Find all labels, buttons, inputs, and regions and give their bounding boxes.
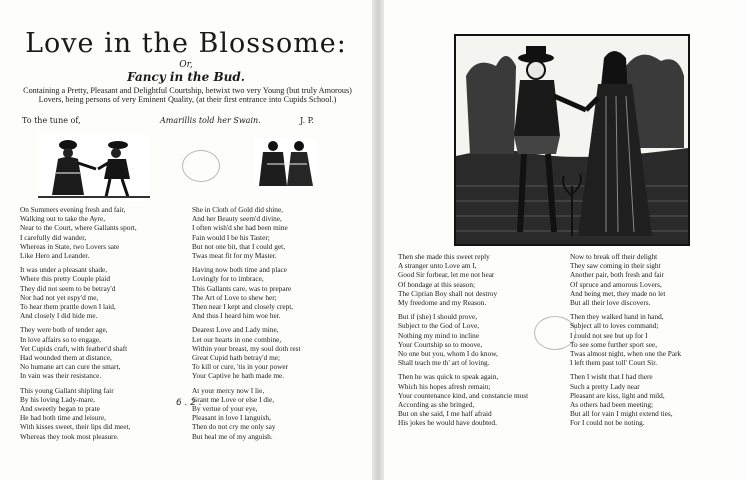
verse-line: The Art of Love to shew her;: [192, 292, 277, 302]
woodcut-courting-couple: [454, 34, 690, 246]
verse-line: As others had been meeting;: [570, 400, 654, 410]
verse-line: But on she said, I me half afraid: [398, 409, 492, 419]
verse-line: Yet Cupids craft, with feather'd shaft: [20, 343, 128, 353]
verse-line: The Ciprian Boy shall not destroy: [398, 288, 498, 298]
verse-line: But heal me of my anguish.: [192, 431, 273, 441]
ballad-subtitle: Fancy in the Bud.: [127, 70, 245, 84]
verse-line: Within your breast, my soul doth rest: [192, 343, 301, 353]
verse-line: This Gallants care, was to prepare: [192, 283, 292, 293]
stanza: [192, 386, 362, 441]
verse-line: For I could not be noting.: [570, 418, 645, 428]
verse-line: Then she made this sweet reply: [398, 252, 490, 261]
verse-line: Nothing my mind to incline: [398, 330, 480, 340]
handwritten-note: 6 . 2 .: [176, 398, 202, 408]
title-or: Or,: [179, 60, 193, 70]
verse-line: I carefully did wander,: [20, 232, 87, 242]
verse-line: My freedome and my Reason.: [398, 298, 487, 308]
verse-column-2: [192, 205, 362, 446]
verse-line: To kill or cure, 'tis in your power: [192, 362, 289, 372]
right-page: [384, 0, 746, 480]
verse-line: And sweetly began to prate: [20, 404, 100, 414]
verse-line: Grant me Love or else I die,: [192, 394, 275, 404]
book-gutter: [372, 0, 384, 480]
verse-line: By his loving Lady-mare,: [20, 394, 95, 404]
verse-line: He had both time and leisure,: [20, 413, 106, 423]
verse-line: Shall teach me th' art of loving.: [398, 358, 490, 368]
verse-line: Of bondage at this season;: [398, 279, 476, 289]
verse-line: Nor had not yet espy'd me,: [20, 292, 99, 302]
verse-line: Subject all to loves command;: [570, 321, 659, 331]
verse-line: And being met, they made no let: [570, 288, 666, 298]
stanza: [20, 205, 188, 260]
stanza: [20, 265, 188, 320]
verse-line: Which his hopes afresh remain;: [398, 381, 491, 391]
verse-line: With kisses sweet, their lips did meet,: [20, 422, 131, 432]
verse-line: Subject to the God of Love,: [398, 321, 480, 331]
verse-line: By vertue of your eye,: [192, 404, 258, 414]
verse-line: Dearest Love and Lady mine,: [192, 325, 279, 335]
verse-line: No one but you, whom I do know,: [398, 349, 498, 359]
verse-line: In vain was their resistance.: [20, 371, 102, 381]
verse-line: And thus I heard him woe her.: [192, 311, 281, 321]
verse-line: To hear them prattle down I laid,: [20, 302, 116, 312]
verse-line: Then he was quick to speak again,: [398, 372, 499, 382]
stanza: [570, 312, 742, 367]
verse-line: Another pair, both fresh and fair: [570, 270, 665, 280]
stanza: [570, 372, 742, 427]
woodcut-couple: [38, 133, 150, 201]
verse-line: Then I wisht that I had there: [570, 372, 653, 382]
verse-line: Twas meat fit for my Master.: [192, 251, 277, 261]
verse-line: In love affairs so to engage,: [20, 334, 101, 344]
verse-line: Having now both time and place: [192, 265, 288, 275]
verse-line: Your Courtship so to moove,: [398, 339, 483, 349]
stanza: [20, 325, 188, 380]
left-page: [0, 0, 372, 480]
verse-line: Such a pretty Lady near: [570, 381, 640, 391]
verse-line: It was under a pleasant shade,: [20, 265, 108, 275]
verse-line: Let our hearts in one combine,: [192, 334, 282, 344]
verse-line: I left them past toll' Court Sir.: [570, 358, 658, 368]
verse-line: But all for vain I might extend ties,: [570, 409, 673, 419]
verse-line: I often wish'd she had been mine: [192, 223, 288, 233]
verse-line: Your Captive he hath made me.: [192, 371, 285, 381]
verse-line: Now to break off their delight: [570, 252, 658, 261]
verse-line: Of spruce and amorous Lovers,: [570, 279, 662, 289]
verse-line: And her Beauty seem'd divine,: [192, 214, 282, 224]
verse-line: They did not seem to be betray'd: [20, 283, 116, 293]
verse-line: Where this pretty Couple plaid: [20, 274, 110, 284]
verse-line: A stranger unto Love am I,: [398, 261, 477, 271]
tune-prefix: To the tune of,: [22, 116, 81, 125]
verse-line: At your mercy now I lie,: [192, 385, 265, 395]
verse-line: But if (she) I should prove,: [398, 312, 478, 322]
verse-line: Pleasant in love I languish,: [192, 413, 271, 423]
verse-line: His jokes he would have doubted.: [398, 418, 497, 428]
verse-line: Near to the Court, where Gallants sport,: [20, 223, 137, 233]
verse-line: According as she bringed,: [398, 400, 475, 410]
verse-column-2: [570, 252, 742, 433]
stanza: [398, 312, 568, 367]
verse-line: Like Hero and Leander.: [20, 251, 90, 261]
verse-line: And closely I did hide me.: [20, 311, 98, 321]
verse-line: Had wounded them at distance,: [20, 353, 112, 363]
verse-line: Your countenance kind, and constancie must: [398, 390, 529, 400]
woodcut-group: [255, 138, 317, 188]
author-initials: J. P.: [300, 116, 314, 125]
verse-line: Then near I kept and closely crept,: [192, 302, 294, 312]
verse-line: They were both of tender age,: [20, 325, 108, 335]
stanza: [20, 386, 188, 441]
verse-column-1: [20, 205, 188, 446]
library-stamp: [182, 150, 220, 182]
verse-line: On Summers evening fresh and fair,: [20, 205, 126, 214]
stanza: [398, 372, 568, 427]
ballad-description: Containing a Pretty, Pleasant and Delightful Courtship, betwixt two very Young (but truly Amorous) Lovers, being persons of very Eminent Quality, (at their first entrance into Cupids School.): [23, 86, 352, 104]
verse-line: Walking out to take the Ayre,: [20, 214, 106, 224]
verse-line: Twas almost night, when one the Park: [570, 349, 682, 359]
stanza: [192, 265, 362, 320]
verse-line: Then they walked hand in hand,: [570, 312, 664, 322]
verse-line: Whereas in State, two Lovers sate: [20, 241, 120, 251]
verse-line: Fain would I be his Taster;: [192, 232, 270, 242]
stanza: [192, 205, 362, 260]
tune-name: Amarillis told her Swain.: [160, 116, 261, 125]
verse-line: Then do not cry me only say: [192, 422, 276, 432]
verse-line: Great Cupid hath betray'd me;: [192, 353, 281, 363]
verse-column-1: [398, 252, 568, 433]
verse-line: But all their love discovers.: [570, 298, 651, 308]
stanza: [192, 325, 362, 380]
verse-line: They saw coming in their sight: [570, 261, 661, 271]
verse-line: This young Gallant shipling fair: [20, 385, 114, 395]
verse-line: To see some further sport see,: [570, 339, 658, 349]
verse-line: But not one bit, that I could get,: [192, 241, 286, 251]
verse-line: Good Sir forbear, let me not hear: [398, 270, 495, 280]
verse-line: I could not see but up for I: [570, 330, 648, 340]
stanza: [398, 252, 568, 307]
verse-line: Pleasant are kiss, light and mild,: [570, 390, 665, 400]
verse-line: She in Cloth of Gold did shine,: [192, 205, 284, 214]
verse-line: Whereas they took most pleasure.: [20, 431, 119, 441]
verse-line: No humane art can cure the smart,: [20, 362, 121, 372]
verse-line: Lovingly for to imbrace,: [192, 274, 264, 284]
ballad-title: Love in the Blossome:: [25, 28, 347, 59]
stanza: [570, 252, 742, 307]
